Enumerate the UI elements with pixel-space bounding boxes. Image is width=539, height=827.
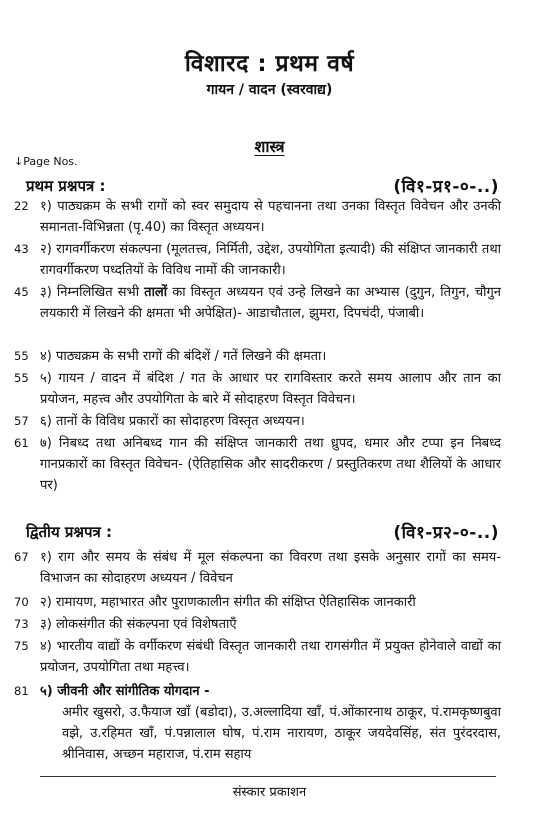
paper1-code: (वि१-प्र१-०-..) <box>393 177 499 197</box>
paper1-item-4 <box>14 346 501 367</box>
paper1-item-5 <box>14 368 501 410</box>
page-number: 55 <box>14 371 29 385</box>
page-nos-label: ↓Page Nos. <box>14 155 78 168</box>
paper1-heading-row <box>26 176 499 196</box>
paper2-item-4 <box>14 636 501 678</box>
item-heading: ५) जीवनी और सांगीतिक योगदान - <box>40 684 210 699</box>
paper1-item-3 <box>14 282 501 324</box>
page-number: 70 <box>14 595 29 609</box>
footer-publisher: संस्कार प्रकाशन <box>232 785 307 800</box>
item-text: ३) लोकसंगीत की संकल्पना एवं विशेषताएँ <box>40 617 237 632</box>
page-number: 61 <box>14 436 29 450</box>
page-number: 73 <box>14 617 29 631</box>
item-text <box>40 282 501 324</box>
paper1-item-2 <box>14 239 501 281</box>
item-text: २) रामायण, महाभारत और पुराणकालीन संगीत की संक्षिप्त ऐतिहासिक जानकारी <box>40 595 416 610</box>
page-number: 57 <box>14 414 29 428</box>
item-text: ६) तानों के विविध प्रकारों का सोदाहरण विस्तृत अध्ययन। <box>40 414 305 429</box>
paper1-item-7 <box>14 433 501 496</box>
paper2-item-2 <box>14 592 501 613</box>
item-text: ४) भारतीय वाद्यों के वर्गीकरण संबंधी विस्तृत जानकारी तथा रागसंगीत में प्रयुक्त होनेवाले वाद्यों का प्रयोजन, उपयोगिता तथा महत्त्व। <box>40 639 501 675</box>
section-heading <box>0 135 539 157</box>
page-number: 81 <box>14 684 29 698</box>
paper1-item-1 <box>14 196 501 238</box>
item-text-pre: ३) निम्नलिखित सभी <box>40 285 145 300</box>
paper2-heading-row <box>26 522 499 542</box>
page-number: 22 <box>14 199 29 213</box>
page-subtitle: गायन / वादन (स्वरवाद्य) <box>206 82 333 98</box>
item-text: ४) पाठ्यक्रम के सभी रागों की बंदिशें / गतें लिखने की क्षमता। <box>40 349 327 364</box>
page-number: 45 <box>14 285 29 299</box>
paper1-item-6 <box>14 411 501 432</box>
item-text-block <box>40 681 501 765</box>
paper2-item-5 <box>14 681 501 765</box>
item-text: २) रागवर्गीकरण संकल्पना (मूलतत्त्व, निर्मिती, उद्देश, उपयोगिता इत्यादी) की संक्षिप्त जानकारी तथा रागवर्गीकरण पध्दतियों के विविध नामों की जानकारी। <box>40 242 501 278</box>
paper2-code: (वि१-प्र२-०-..) <box>393 523 499 543</box>
paper2-item-1 <box>14 547 501 589</box>
item-text: १) पाठ्यक्रम के सभी रागों को स्वर समुदाय से पहचानना तथा उनका विस्तृत विवेचन और उनकी समानता-विभिन्नता (पृ.40) का विस्तृत अध्ययन। <box>40 199 501 235</box>
paper2-heading: द्वितीय प्रश्नपत्र : <box>26 523 113 541</box>
item-text: १) राग और समय के संबंध में मूल संकल्पना का विवरण तथा इसके अनुसार रागों का समय-विभाजन का सोदाहरण अध्ययन / विवेचन <box>40 550 501 586</box>
footer-divider <box>40 776 496 777</box>
page-number: 67 <box>14 550 29 564</box>
page-title: विशारद : प्रथम वर्ष <box>184 51 355 77</box>
paper1-heading: प्रथम प्रश्नपत्र : <box>26 177 106 195</box>
item-text-bold: तालों <box>144 285 168 300</box>
page-number: 75 <box>14 639 29 653</box>
page-number: 43 <box>14 242 29 256</box>
item-text-post: का विस्तृत अध्ययन एवं उन्हे लिखने का अभ्यास (दुगुन, तिगुन, चौगुन लयकारी में लिखने की क्षमता भी अपेक्षित)- आडाचौताल, झुमरा, दिपचंदी, पंजाबी। <box>40 285 501 321</box>
item-text: ७) निबध्द तथा अनिबध्द गान की संक्षिप्त जानकारी तथा ध्रुपद, धमार और टप्पा इन निबध्द गानप्रकारों का विस्तृत विवेचन- (ऐतिहासिक और सादरीकरण / प्रस्तुतिकरण तथा शैलियों के आधार पर) <box>40 436 501 493</box>
paper2-item-3 <box>14 614 501 635</box>
item-text: अमीर खुसरो, उ.फैयाज खाँ (बडोदा), उ.अल्लादिया खाँ, पं.ओंकारनाथ ठाकूर, पं.रामकृष्णबुवा वझे, उ.रहिमत खाँ, पं.पन्नालाल घोष, पं.राम नारायण, ठाकूर जयदेवसिंह, संत पुरंदरदास, श्रीनिवास, अच्छन महाराज, पं.राम सहाय <box>62 705 501 762</box>
item-text: ५) गायन / वादन में बंदिश / गत के आधार पर रागविस्तार करते समय आलाप और तान का प्रयोजन, महत्त्व और उपयोगिता के बारे में सोदाहरण विस्तृत विवेचन। <box>40 371 501 407</box>
section-heading-text: शास्त्र <box>254 137 285 156</box>
page-number: 55 <box>14 349 29 363</box>
